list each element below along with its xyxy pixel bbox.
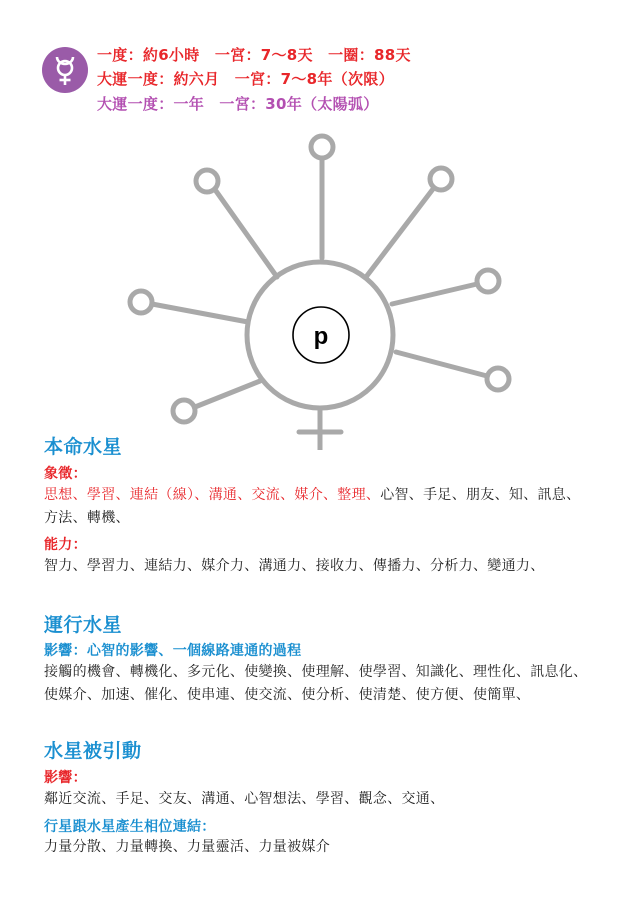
node-upper-left bbox=[196, 170, 218, 192]
spoke-left bbox=[152, 304, 248, 322]
transit-influence-text: 接觸的機會、轉機化、多元化、使變換、使理解、使學習、知識化、理性化、訊息化、使媒介、加速、催化、使串連、使交流、使分析、使清楚、使方便、使簡單、 bbox=[44, 664, 588, 703]
mercury-icon bbox=[42, 47, 88, 93]
symbol-text bbox=[44, 484, 589, 530]
symbol-rest-text: 心智、手足、朋友、知、訊息、方法、轉機、 bbox=[44, 487, 581, 526]
node-left bbox=[130, 291, 152, 313]
transit-mercury-title: 運行水星 bbox=[44, 614, 123, 636]
center-label: p bbox=[313, 323, 329, 350]
triggered-influence-label: 影響： bbox=[44, 770, 87, 786]
natal-mercury-title: 本命水星 bbox=[44, 436, 123, 458]
mercury-connection-diagram bbox=[0, 120, 641, 450]
spoke-upper-right bbox=[366, 189, 433, 277]
node-lower-right bbox=[487, 368, 509, 390]
orbit-timing-line: 一度：約6小時 一宮：7～8天 一圈：88天 bbox=[97, 46, 411, 64]
spoke-lower-right bbox=[396, 352, 487, 376]
spoke-upper-left bbox=[216, 191, 277, 277]
aspect-label: 行星跟水星產生相位連結： bbox=[44, 819, 216, 835]
spoke-lower-left bbox=[195, 381, 260, 407]
node-lower-left bbox=[173, 400, 195, 422]
symbol-label: 象徵： bbox=[44, 466, 87, 482]
triggered-influence-text: 鄰近交流、手足、交友、溝通、心智想法、學習、觀念、交通、 bbox=[44, 791, 445, 807]
aspect-text: 力量分散、力量轉換、力量靈活、力量被媒介 bbox=[44, 839, 330, 855]
node-upper-right bbox=[430, 168, 452, 190]
spoke-right bbox=[392, 284, 477, 304]
transit-influence-label: 影響：心智的影響、一個線路連通的過程 bbox=[44, 643, 302, 659]
triggered-mercury-title: 水星被引動 bbox=[44, 740, 142, 762]
mercury-symbol-badge bbox=[42, 47, 88, 93]
ability-text: 智力、學習力、連結力、媒介力、溝通力、接收力、傳播力、分析力、變通力、 bbox=[44, 558, 545, 574]
node-top bbox=[311, 136, 333, 158]
node-right bbox=[477, 270, 499, 292]
ability-label: 能力： bbox=[44, 537, 87, 553]
symbol-highlight-text: 思想、學習、連結（線）、溝通、交流、媒介、整理、 bbox=[44, 487, 381, 503]
solar-arc-timing-line: 大運一度：一年 一宮：30年（太陽弧） bbox=[97, 95, 379, 113]
progression-timing-line: 大運一度：約六月 一宮：7～8年（次限） bbox=[97, 70, 394, 88]
